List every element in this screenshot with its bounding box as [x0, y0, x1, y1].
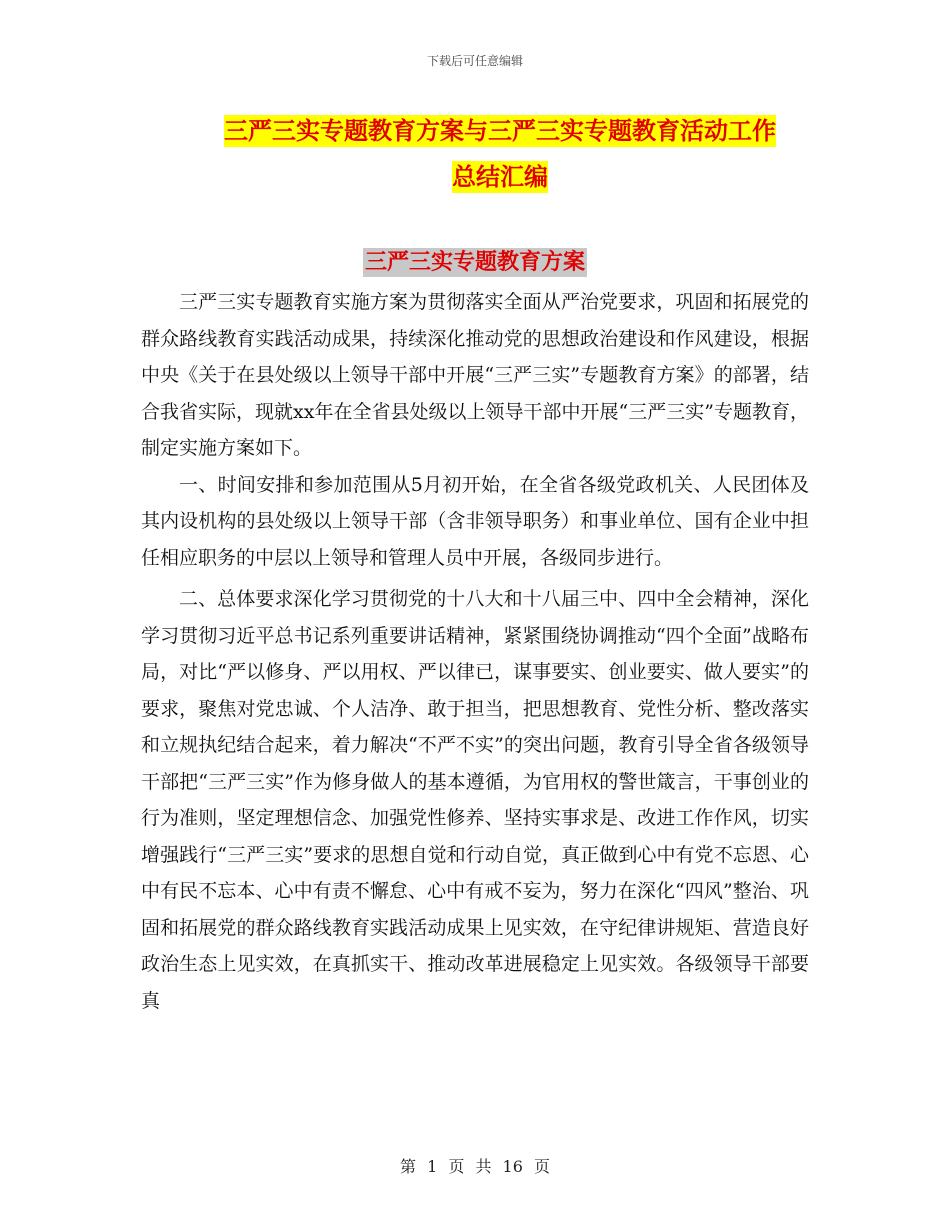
section-title — [0, 246, 950, 280]
document-title-line-2: 总结汇编 — [452, 163, 548, 191]
page-footer: 第 1 页 共 16 页 — [400, 1157, 550, 1176]
document-body — [141, 284, 809, 1019]
paragraph-intro: 三严三实专题教育实施方案为贯彻落实全面从严治党要求，巩固和拓展党的群众路线教育实践活动成果，持续深化推动党的思想政治建设和作风建设，根据中央《关于在县处级以上领导干部中开展“三严三实”专题教育方案》的部署，结合我省实际，现就xx年在全省县处级以上领导干部中开展“三严三实”专题教育，制定实施方案如下。 — [141, 291, 809, 459]
paragraph-overall-requirements: 二、总体要求深化学习贯彻党的十八大和十八届三中、四中全会精神，深化学习贯彻习近平总书记系列重要讲话精神，紧紧围绕协调推动“四个全面”战略布局，对比“严以修身、严以用权、严以律已，谋事要实、创业要实、做人要实”的要求，聚焦对党忠诚、个人洁净、敢于担当，把思想教育、党性分析、整改落实和立规执纪结合起来，着力解决“不严不实”的突出问题，教育引导全省各级领导干部把“三严三实”作为修身做人的基本遵循，为官用权的警世箴言，干事创业的行为准则，坚定理想信念、加强党性修养、坚持实事求是、改进工作作风，切实增强践行“三严三实”要求的思想自觉和行动自觉，真正做到心中有党不忘恩、心中有民不忘本、心中有责不懈怠、心中有戒不妄为，努力在深化“四风”整治、巩固和拓展党的群众路线教育实践活动成果上见实效，在守纪律讲规矩、营造良好政治生态上见实效，在真抓实干、推动改革进展稳定上见实效。各级领导干部要真 — [141, 588, 809, 1012]
section-title-text: 三严三实专题教育方案 — [364, 250, 585, 275]
page-header-note: 下载后可任意编辑 — [426, 54, 523, 68]
document-title — [140, 108, 860, 200]
paragraph-time-scope: 一、时间安排和参加范围从5月初开始，在全省各级党政机关、人民团体及其内设机构的县处级以上领导干部（含非领导职务）和事业单位、国有企业中担任相应职务的中层以上领导和管理人员中开展，各级同步进行。 — [141, 473, 809, 569]
document-title-line-1: 三严三实专题教育方案与三严三实专题教育活动工作 — [224, 117, 776, 145]
